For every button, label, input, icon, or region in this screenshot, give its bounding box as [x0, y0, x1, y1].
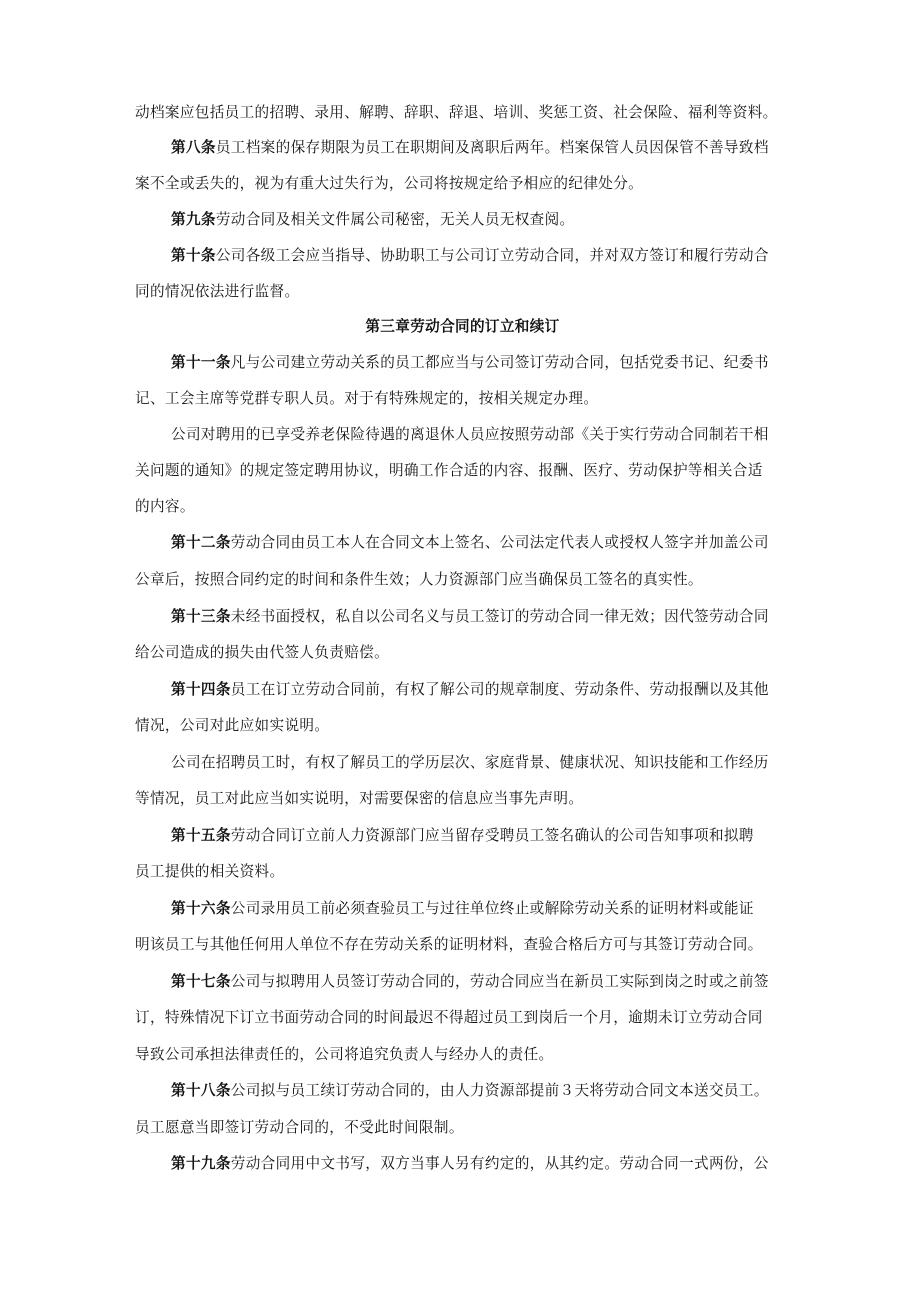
article-number: 第十条: [171, 247, 216, 264]
text-line: 第十七条公司与拟聘用人员签订劳动合同的，劳动合同应当在新员工实际到岗之时或之前签: [171, 973, 769, 990]
text-line: 第九条劳动合同及相关文件属公司秘密，无关人员无权查阅。: [171, 211, 575, 228]
text-line: 第十九条劳动合同用中文书写，双方当事人另有约定的，从其约定。劳动合同一式两份，公: [171, 1155, 769, 1172]
article-number: 第十五条: [171, 827, 231, 844]
text-line: 公司在招聘员工时，有权了解员工的学历层次、家庭背景、健康状况、知识技能和工作经历: [171, 754, 769, 771]
text-line: 第十三条未经书面授权，私自以公司名义与员工签订的劳动合同一律无效；因代签劳动合同: [171, 608, 769, 625]
text-line: 第十四条员工在订立劳动合同前，有权了解公司的规章制度、劳动条件、劳动报酬以及其他: [171, 681, 769, 698]
text-line: 动档案应包括员工的招聘、录用、解聘、辞职、辞退、培训、奖惩工资、社会保险、福利等资料。: [135, 104, 778, 121]
article-number: 第十九条: [171, 1155, 231, 1172]
text-line: 第八条员工档案的保存期限为员工在职期间及离职后两年。档案保管人员因保管不善导致档: [171, 139, 769, 156]
article-number: 第十三条: [171, 608, 231, 625]
text-line: 第十五条劳动合同订立前人力资源部门应当留存受聘员工签名确认的公司告知事项和拟聘: [171, 827, 754, 844]
text-line: 同的情况依法进行监督。: [135, 283, 300, 300]
article-number: 第十七条: [171, 973, 231, 990]
article-number: 第十六条: [171, 900, 231, 917]
text-line: 关问题的通知》的规定签定聘用协议，明确工作合适的内容、报酬、医疗、劳动保护等相关合适: [135, 462, 763, 479]
text-line: 第十条公司各级工会应当指导、协助职工与公司订立劳动合同，并对双方签订和履行劳动合: [171, 247, 769, 264]
article-number: 第十二条: [171, 534, 231, 551]
text-line: 员工提供的相关资料。: [135, 863, 285, 880]
text-line: 的内容。: [135, 498, 195, 515]
text-line: 情况，公司对此应如实说明。: [135, 717, 330, 734]
article-number: 第九条: [171, 211, 216, 228]
text-line: 第十八条公司拟与员工续订劳动合同的，由人力资源部提前３天将劳动合同文本送交员工。: [171, 1082, 769, 1099]
article-number: 第八条: [171, 139, 216, 156]
text-line: 公司对聘用的已享受养老保险待遇的离退休人员应按照劳动部《关于实行劳动合同制若干相: [171, 426, 769, 443]
text-line: 第十二条劳动合同由员工本人在合同文本上签名、公司法定代表人或授权人签字并加盖公司: [171, 534, 769, 551]
text-line: 第十六条公司录用员工前必须查验员工与过往单位终止或解除劳动关系的证明材料或能证: [171, 900, 754, 917]
text-line: 公章后，按照合同约定的时间和条件生效；人力资源部门应当确保员工签名的真实性。: [135, 571, 703, 588]
text-line: 第十一条凡与公司建立劳动关系的员工都应当与公司签订劳动合同，包括党委书记、纪委书: [171, 354, 769, 371]
text-line: 记、工会主席等党群专职人员。对于有特殊规定的，按相关规定办理。: [135, 390, 599, 407]
text-line: 等情况，员工对此应当如实说明，对需要保密的信息应当事先声明。: [135, 790, 584, 807]
text-line: 明该员工与其他任何用人单位不存在劳动关系的证明材料，查验合格后方可与其签订劳动合同。: [135, 936, 763, 953]
text-line: 案不全或丢失的，视为有重大过失行为，公司将按规定给予相应的纪律处分。: [135, 175, 644, 192]
text-line: 员工愿意当即签订劳动合同的，不受此时间限制。: [135, 1119, 464, 1136]
article-number: 第十一条: [171, 354, 231, 371]
text-line: 导致公司承担法律责任的，公司将追究负责人与经办人的责任。: [135, 1046, 554, 1063]
text-line: 给公司造成的损失由代签人负责赔偿。: [135, 644, 390, 661]
text-line: 订，特殊情况下订立书面劳动合同的时间最迟不得超过员工到岗后一个月，逾期未订立劳动合同: [135, 1009, 763, 1026]
chapter-title: 第三章劳动合同的订立和续订: [365, 318, 560, 335]
article-number: 第十八条: [171, 1082, 231, 1099]
article-number: 第十四条: [171, 681, 231, 698]
